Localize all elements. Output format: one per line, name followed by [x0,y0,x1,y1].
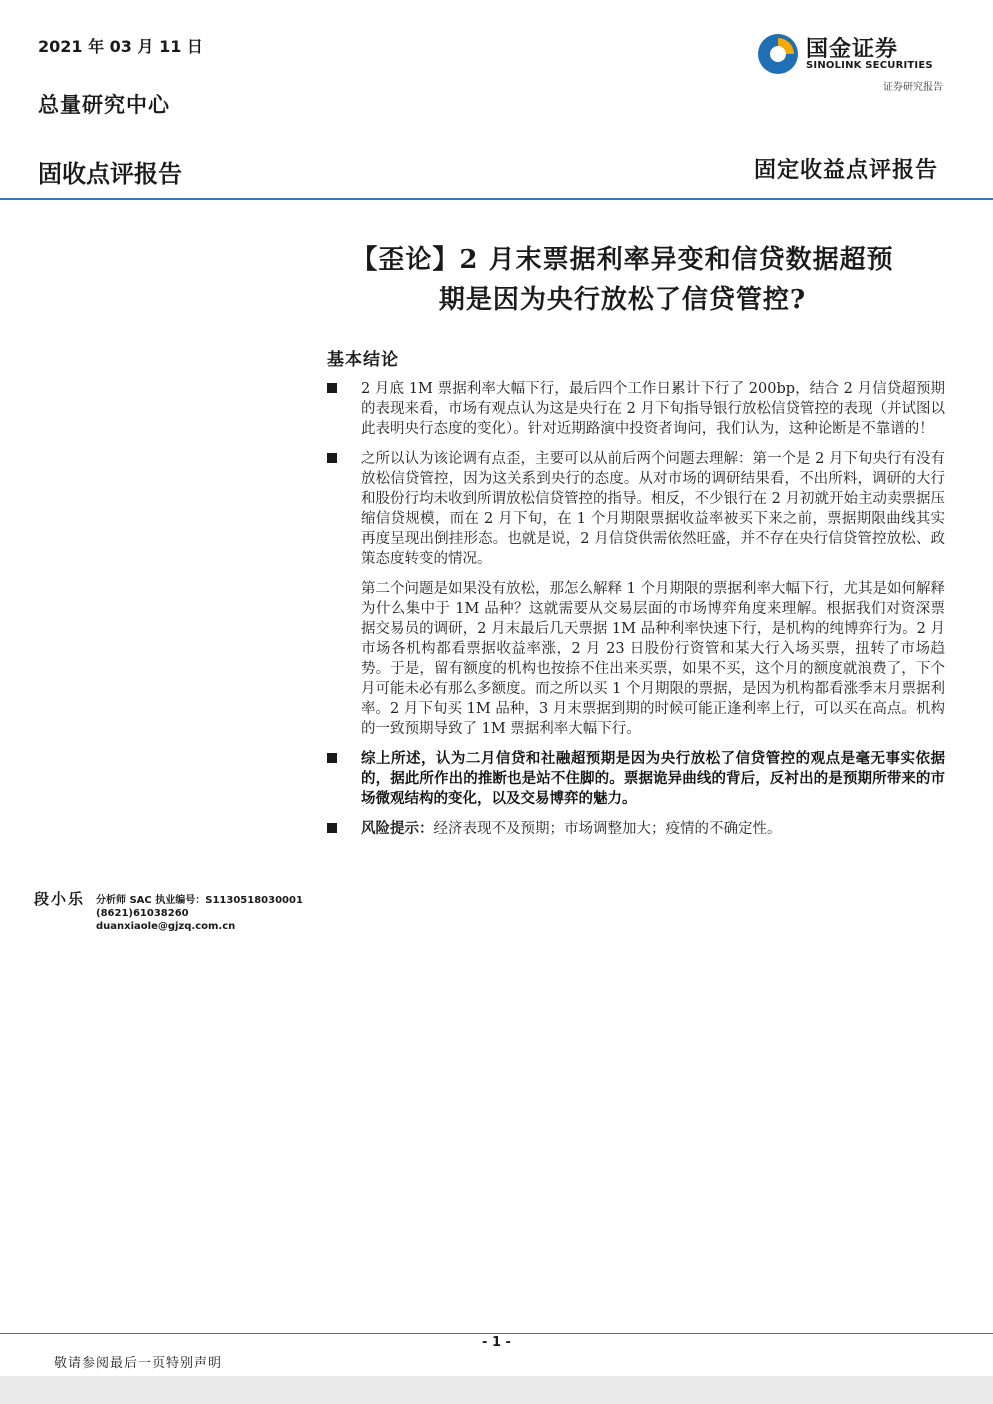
bullet-text: 之所以认为该论调有点歪，主要可以从前后两个问题去理解：第一个是 2 月下旬央行有没有放松信贷管控，因为这关系到央行的态度。从对市场的调研结果看，不出所料，调研的大行和股份行均未收到所谓放松信贷管控的指导。相反，不少银行在 2 月初就开始主动卖票据压缩信贷规模，而在 2 月下旬，在 1 个月期限票据收益率被买下来之前，票据期限曲线其实再度呈现出倒挂形态。也就是说，2 月信贷供需依然旺盛，并不存在央行信贷管控放松、政策态度转变的情况。 [361,451,945,567]
bullet-item [325,379,945,439]
company-logo [756,30,946,78]
bullet-item [325,749,945,809]
title-line-2: 期是因为央行放松了信贷管控? [438,285,807,315]
bullet-item [325,819,945,839]
bullet-square-icon [327,453,337,463]
report-type-left: 固收点评报告 [38,160,182,188]
report-title [300,240,945,320]
risk-paragraph [361,819,945,839]
analyst-phone: (8621)61038260 [96,908,189,919]
disclaimer-note: 敬请参阅最后一页特别声明 [54,1356,223,1371]
report-date: 2021 年 03 月 11 日 [38,37,203,56]
header-divider [0,198,993,200]
section-heading: 基本结论 [327,350,399,370]
report-type-right: 固定收益点评报告 [753,157,938,183]
risk-label: 风险提示： [361,820,434,837]
logo-name-en: SINOLINK SECURITIES [806,60,933,71]
research-center: 总量研究中心 [38,92,170,117]
bullet-square-icon [327,753,337,763]
bullet-item [325,449,945,569]
sinolink-logo-icon [756,32,800,76]
analyst-email[interactable]: duanxiaole@gjzq.com.cn [96,921,236,932]
section-content [325,379,945,849]
title-line-1: 【歪论】2 月末票据利率异变和信贷数据超预 [351,245,894,275]
continuation-paragraph [325,579,945,739]
footer-band [0,1376,993,1404]
risk-text: 经济表现不及预期；市场调整加大；疫情的不确定性。 [433,821,782,837]
bullet-square-icon [327,383,337,393]
footer-divider [0,1333,993,1334]
conclusion-text: 综上所述，认为二月信贷和社融超预期是因为央行放松了信贷管控的观点是毫无事实依据的，据此所作出的推断也是站不住脚的。票据诡异曲线的背后，反衬出的是预期所带来的市场微观结构的变化，以及交易博弈的魅力。 [361,750,945,807]
bullet-square-icon [327,823,337,833]
analyst-name: 段小乐 [34,890,86,908]
logo-subtitle: 证券研究报告 [883,82,943,93]
logo-name-cn: 国金证券 [806,37,899,62]
page-number: - 1 - [482,1335,511,1350]
analyst-sac: 分析师 SAC 执业编号：S1130518030001 [96,895,303,906]
bullet-text: 2 月底 1M 票据利率大幅下行，最后四个工作日累计下行了 200bp，结合 2 月信贷超预期的表现来看，市场有观点认为这是央行在 2 月下旬指导银行放松信贷管控的表现（并试图以此表明央行态度的变化）。针对近期路演中投资者询问，我们认为，这种论断是不靠谱的！ [361,381,945,437]
analyst-info [96,894,303,933]
paragraph-text: 第二个问题是如果没有放松，那怎么解释 1 个月期限的票据利率大幅下行，尤其是如何解释为什么集中于 1M 品种？这就需要从交易层面的市场博弈角度来理解。根据我们对资深票据交易员的调研，2 月末最后几天票据 1M 品种利率快速下行，是机构的纯博弈行为。2 月市场各机构都看票据收益率涨，2 月 23 日股份行资管和某大行入场买票，扭转了市场趋势。于是，留有额度的机构也按捺不住出来买票，如果不买，这个月的额度就浪费了，下个月可能未必有那么多额度。而之所以买 1 个月期限的票据，是因为机构都看涨季末月票据利率。2 月下旬买 1M 品种，3 月末票据到期的时候可能正逢利率上行，可以买在高点。机构的一致预期导致了 1M 票据利率大幅下行。 [361,581,945,737]
